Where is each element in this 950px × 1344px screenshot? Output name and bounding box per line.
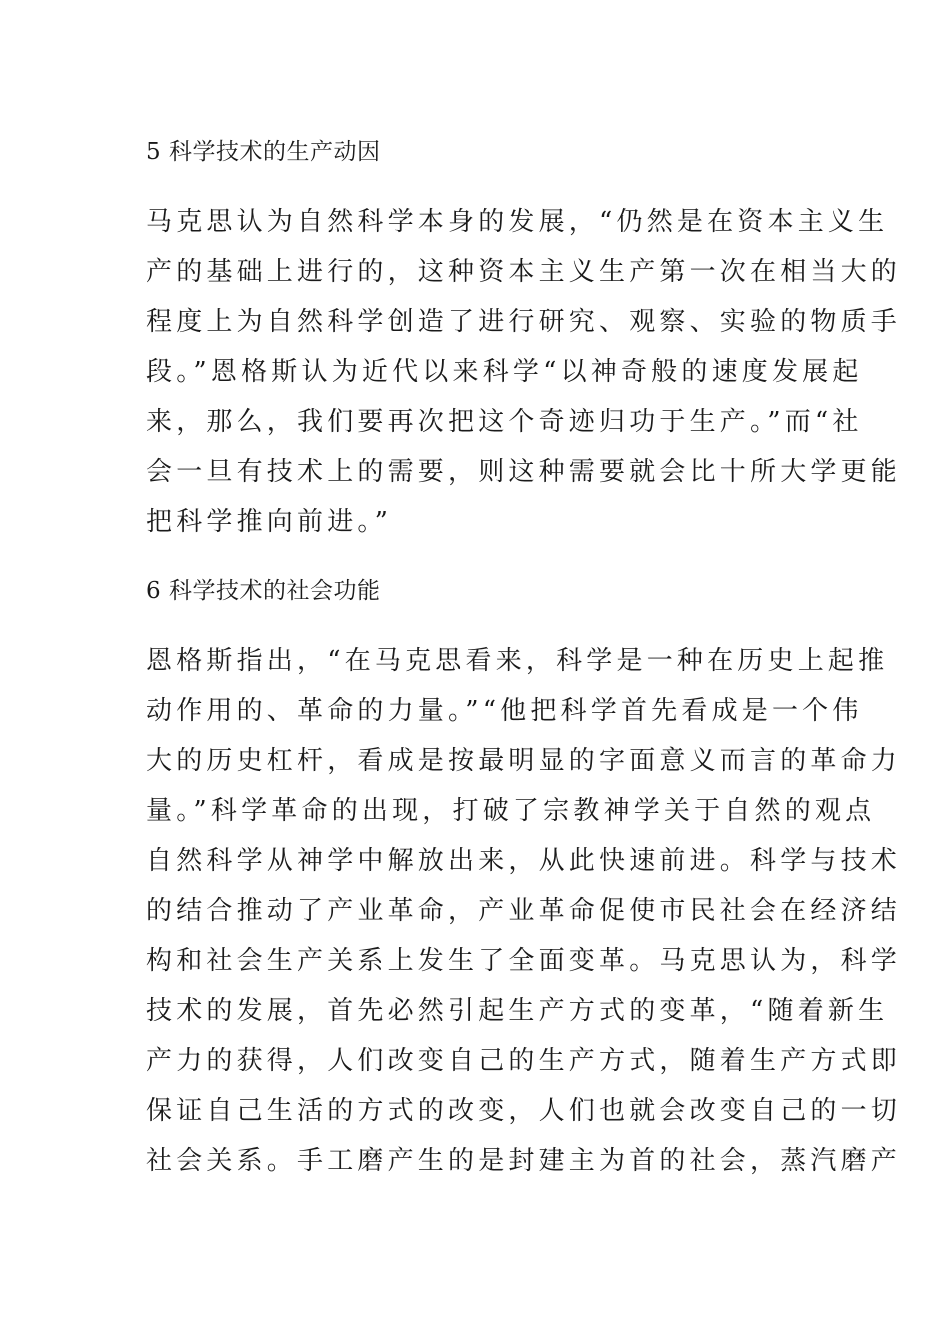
paragraph-line: 自然科学从神学中解放出来，从此快速前进。科学与技术 <box>146 846 902 876</box>
paragraph-line: 把科学推向前进。” <box>146 507 393 537</box>
paragraph-line: 量。”科学革命的出现，打破了宗教神学关于自然的观点 <box>146 796 876 826</box>
paragraph-line: 的结合推动了产业革命，产业革命促使市民社会在经济结 <box>146 896 902 926</box>
paragraph-line: 构和社会生产关系上发生了全面变革。马克思认为，科学 <box>146 946 902 976</box>
section-6-paragraph <box>146 636 902 1186</box>
paragraph-line: 程度上为自然科学创造了进行研究、观察、实验的物质手 <box>146 307 902 337</box>
paragraph-line: 产的基础上进行的，这种资本主义生产第一次在相当大的 <box>146 257 902 287</box>
paragraph-line: 技术的发展，首先必然引起生产方式的变革，“随着新生 <box>146 996 889 1026</box>
section-heading-6: 6 科学技术的社会功能 <box>146 578 381 604</box>
paragraph-line: 产力的获得，人们改变自己的生产方式，随着生产方式即 <box>146 1046 902 1076</box>
paragraph-line: 段。”恩格斯认为近代以来科学“以神奇般的速度发展起 <box>146 357 863 387</box>
paragraph-line: 社会关系。手工磨产生的是封建主为首的社会，蒸汽磨产 <box>146 1146 902 1176</box>
paragraph-line: 来，那么，我们要再次把这个奇迹归功于生产。”而“社 <box>146 407 863 437</box>
paragraph-line: 马克思认为自然科学本身的发展，“仍然是在资本主义生 <box>146 207 889 237</box>
section-5-paragraph <box>146 197 902 547</box>
paragraph-line: 保证自己生活的方式的改变，人们也就会改变自己的一切 <box>146 1096 902 1126</box>
paragraph-line: 恩格斯指出，“在马克思看来，科学是一种在历史上起推 <box>146 646 889 676</box>
paragraph-line: 会一旦有技术上的需要，则这种需要就会比十所大学更能 <box>146 457 902 487</box>
paragraph-line: 动作用的、革命的力量。”“他把科学首先看成是一个伟 <box>146 696 863 726</box>
paragraph-line: 大的历史杠杆，看成是按最明显的字面意义而言的革命力 <box>146 746 902 776</box>
section-heading-5: 5 科学技术的生产动因 <box>146 139 381 165</box>
